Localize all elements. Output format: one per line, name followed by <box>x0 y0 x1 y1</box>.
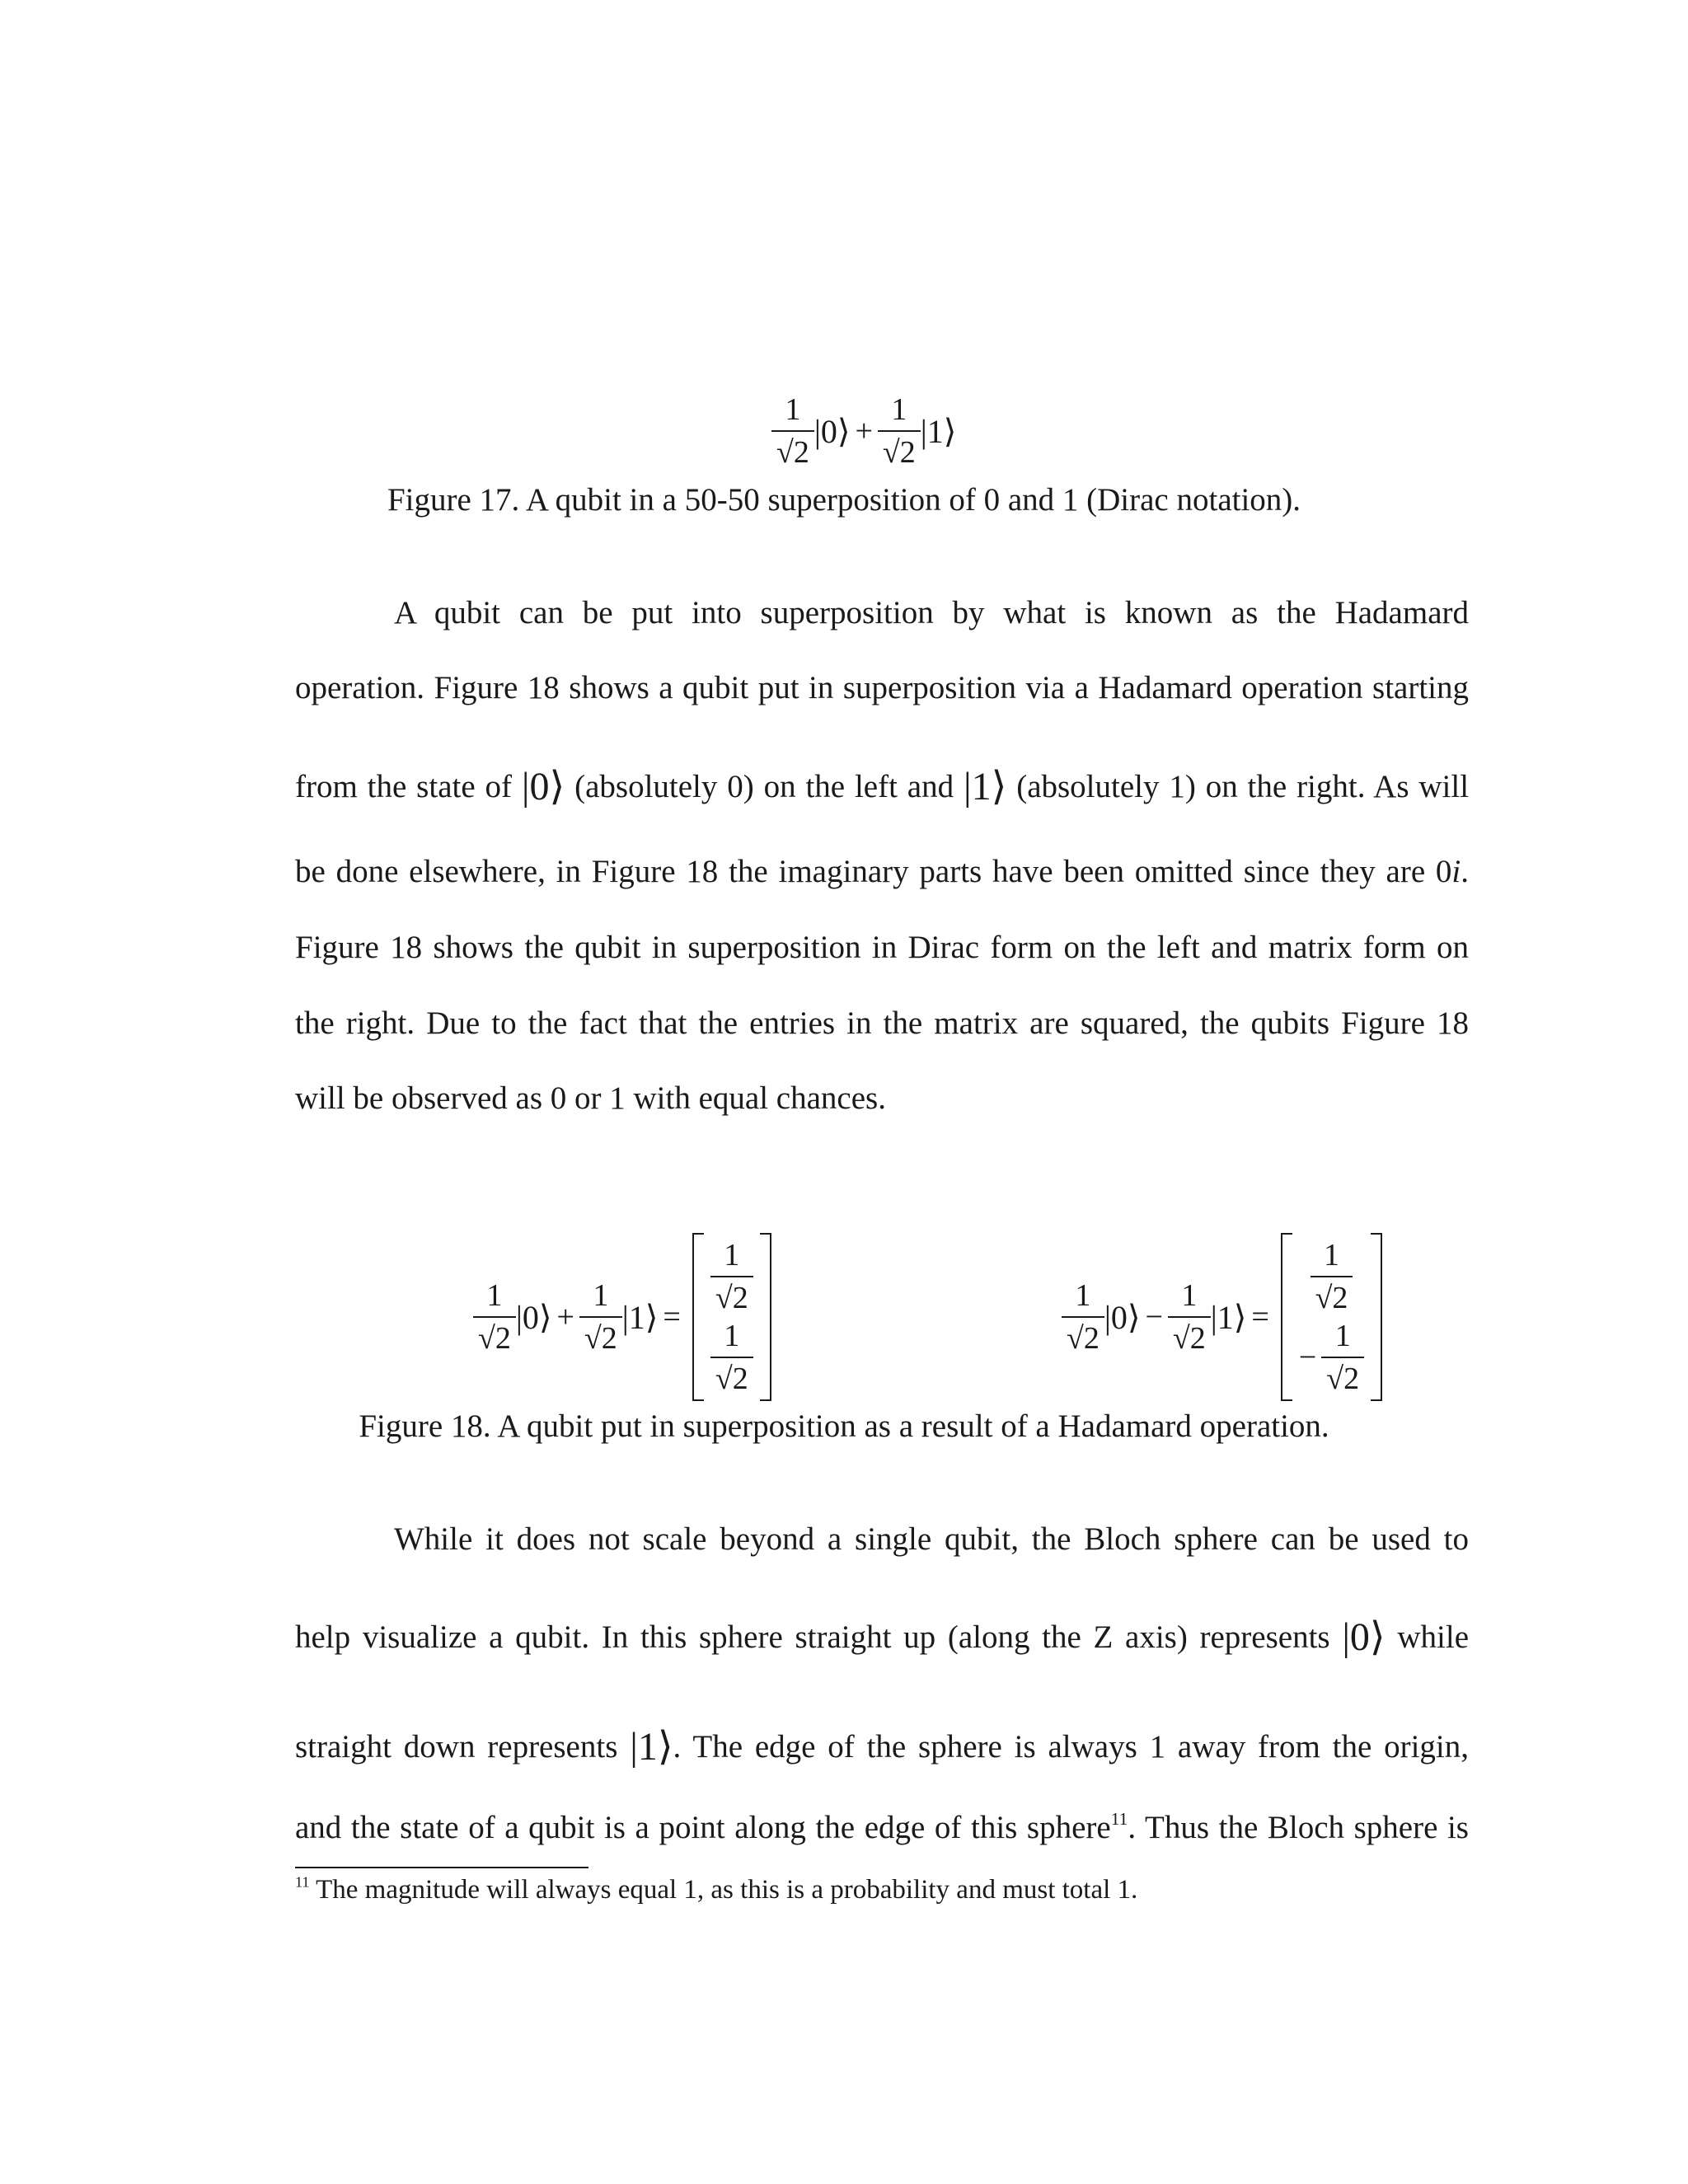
right-bracket <box>760 1233 771 1401</box>
matrix-entry: $\frac{1}{√2}$ <box>1311 1240 1353 1314</box>
paragraph1-line4: be done elsewhere, in Figure 18 the imaginary parts have been omitted since they are 0i. <box>295 854 1469 889</box>
ket-one: |1⟩ <box>1210 1298 1247 1336</box>
fraction: $\frac{1}{√2}$ <box>878 394 921 468</box>
plus-sign: + <box>855 414 873 448</box>
paragraph1-line1: A qubit can be put into superposition by what is known as the Hadamard <box>394 595 1469 630</box>
footnote-marker: 11 <box>1110 1808 1128 1829</box>
figure18-caption: Figure 18. A qubit put in superposition as a result of a Hadamard operation. <box>359 1408 1329 1444</box>
left-bracket <box>1281 1233 1292 1401</box>
ket-zero: |0⟩ <box>814 412 851 450</box>
figure18-right-equation <box>1062 1233 1382 1401</box>
paragraph2-line1: While it does not scale beyond a single qubit, the Bloch sphere can be used to <box>394 1521 1469 1557</box>
minus-sign: − <box>1145 1300 1163 1334</box>
ket-one: |1⟩ <box>963 765 1007 808</box>
figure18-left-equation <box>473 1233 771 1401</box>
ket-one: |1⟩ <box>621 1298 659 1336</box>
ket-one: |1⟩ <box>630 1725 673 1769</box>
fraction: $\frac{1}{√2}$ <box>473 1280 516 1354</box>
fraction: $\frac{1}{√2}$ <box>579 1280 622 1354</box>
paragraph1-line2: operation. Figure 18 shows a qubit put in superposition via a Hadamard operation starting <box>295 670 1469 705</box>
minus-sign: − <box>1298 1340 1317 1375</box>
fraction: $\frac{1}{√2}$ <box>1168 1280 1211 1354</box>
ket-zero: |0⟩ <box>521 765 565 808</box>
paragraph1-line6: the right. Due to the fact that the entries in the matrix are squared, the qubits Figure 18 <box>295 1005 1469 1041</box>
plus-sign: + <box>556 1300 574 1334</box>
matrix-entry: $\frac{1}{√2}$ <box>1321 1320 1364 1394</box>
right-bracket <box>1371 1233 1382 1401</box>
footnote-number: 11 <box>295 1873 310 1891</box>
matrix-entry: $\frac{1}{√2}$ <box>710 1320 753 1394</box>
paragraph1-line5: Figure 18 shows the qubit in superposition in Dirac form on the left and matrix form on <box>295 930 1469 965</box>
matrix-entry: $\frac{1}{√2}$ <box>710 1240 753 1314</box>
column-vector <box>692 1233 771 1401</box>
figure17-caption: Figure 17. A qubit in a 50-50 superposition of 0 and 1 (Dirac notation). <box>387 482 1301 518</box>
left-bracket <box>692 1233 704 1401</box>
ket-zero: |0⟩ <box>515 1298 552 1336</box>
fraction: $\frac{1}{√2}$ <box>1062 1280 1104 1354</box>
paragraph1-line3: from the state of |0⟩ (absolutely 0) on the left and |1⟩ (absolutely 1) on the right. As will <box>295 765 1470 808</box>
column-vector <box>1281 1233 1382 1401</box>
equals-sign: = <box>1251 1300 1269 1334</box>
paragraph2-line2: help visualize a qubit. In this sphere straight up (along the Z axis) represents |0⟩ while <box>295 1615 1470 1659</box>
figure17-equation <box>771 394 956 468</box>
footnote: $^{11}$ The magnitude will always equal 1, as this is a probability and must total 1. <box>295 1873 1138 1905</box>
paragraph2-line4: and the state of a qubit is a point along the edge of this sphere$^{11}$. Thus the Bloch sphere is <box>295 1808 1469 1845</box>
footnote-divider <box>295 1867 588 1868</box>
ket-zero: |0⟩ <box>1104 1298 1141 1336</box>
equals-sign: = <box>663 1300 681 1334</box>
paragraph2-line3: straight down represents |1⟩. The edge of the sphere is always 1 away from the origin, <box>295 1725 1469 1769</box>
ket-one: |1⟩ <box>920 412 957 450</box>
ket-zero: |0⟩ <box>1342 1615 1386 1659</box>
fraction: $\frac{1}{√2}$ <box>771 394 814 468</box>
paragraph1-line7: will be observed as 0 or 1 with equal chances. <box>295 1080 886 1116</box>
